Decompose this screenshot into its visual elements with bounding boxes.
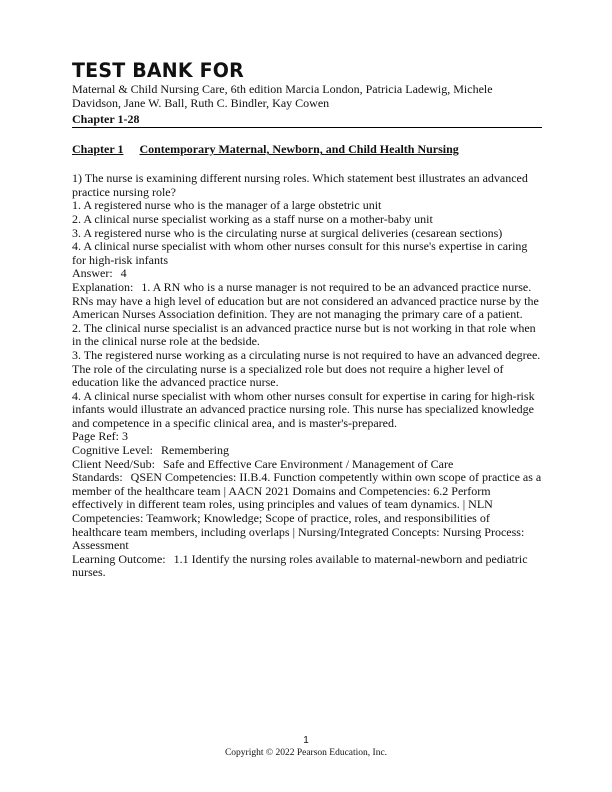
explanation-2: 2. The clinical nurse specialist is an advanced practice nurse but is not working in that role when in the clinical nurse role at the bedside. [72,320,536,349]
explanation-label: Explanation: [72,279,134,294]
page-number: 1 [303,735,309,746]
learning-outcome [72,553,542,580]
explanation-1 [72,281,542,322]
client-need [72,458,542,472]
page-ref: Page Ref: 3 [72,429,128,444]
explanation-text-1: 1. A RN who is a nurse manager is not required to be an advanced practice nurse. RNs may have a high level of education but are not considered an advanced practice nurse by the American Nurses Association definition. They are not managing the primary care of a patient. [72,279,539,322]
question-stem: 1) The nurse is examining different nursing roles. Which statement best illustrates an advanced practice nursing role? [72,171,528,199]
answer-label: Answer: [72,266,113,281]
outcome-label: Learning Outcome: [72,551,166,566]
standards [72,471,542,553]
explanation-4: 4. A clinical nurse specialist with whom other nurses consult for expertise in caring for high-risk infants would illustrate an advanced practice nursing role. This nurse has specialized knowledge and competence in a specific clinical area, and is master's-prepared. [72,388,535,430]
cognitive-label: Cognitive Level: [72,443,153,458]
chapter-number: Chapter 1 [72,142,124,157]
question-block [72,172,542,580]
cognitive-level [72,444,542,458]
page-title: TEST BANK FOR [72,59,244,83]
outcome-value: 1.1 Identify the nursing roles available to maternal-newborn and pediatric nurses. [72,551,528,580]
client-need-value: Safe and Effective Care Environment / Management of Care [163,456,454,471]
chapter-title: Contemporary Maternal, Newborn, and Child Health Nursing [139,142,459,157]
copyright-notice: Copyright © 2022 Pearson Education, Inc. [224,748,388,758]
answer-option-3: 3. A registered nurse who is the circulating nurse at surgical deliveries (cesarean sections) [72,225,503,240]
chapter-heading [72,142,542,156]
answer-line [72,267,542,281]
answer-option-4: 4. A clinical nurse specialist with whom other nurses consult for this nurse's expertise in caring for high-risk infants [72,239,528,267]
answer-option-2: 2. A clinical nurse specialist working as a staff nurse on a mother-baby unit [72,211,433,226]
client-need-label: Client Need/Sub: [72,456,155,471]
book-subtitle: Maternal & Child Nursing Care, 6th edition Marcia London, Patricia Ladewig, Michele Davidson, Jane W. Ball, Ruth C. Bindler, Kay Cowen [72,82,493,110]
document-page [72,59,542,580]
answer-option-1: 1. A registered nurse who is the manager of a large obstetric unit [72,198,382,213]
chapter-range: Chapter 1-28 [72,112,542,128]
answer-value: 4 [120,266,127,281]
standards-value: QSEN Competencies: II.B.4. Function competently within own scope of practice as a member of the healthcare team | AACN 2021 Domains and Competencies: 6.2 Perform effectively in different team roles, using principles and values of team dynamics. | NLN Competencies: Teamwork; Knowledge; Scope of practice, roles, and responsibilities of healthcare team members, including overlaps | Nursing/Integrated Concepts: Nursing Process: Assessment [72,470,542,553]
standards-label: Standards: [72,470,123,485]
cognitive-value: Remembering [160,443,229,458]
explanation-3: 3. The registered nurse working as a circulating nurse is not required to have an advanced degree. The role of the circulating nurse is a specialized role but does not require a higher level of education like the advanced practice nurse. [72,347,541,390]
